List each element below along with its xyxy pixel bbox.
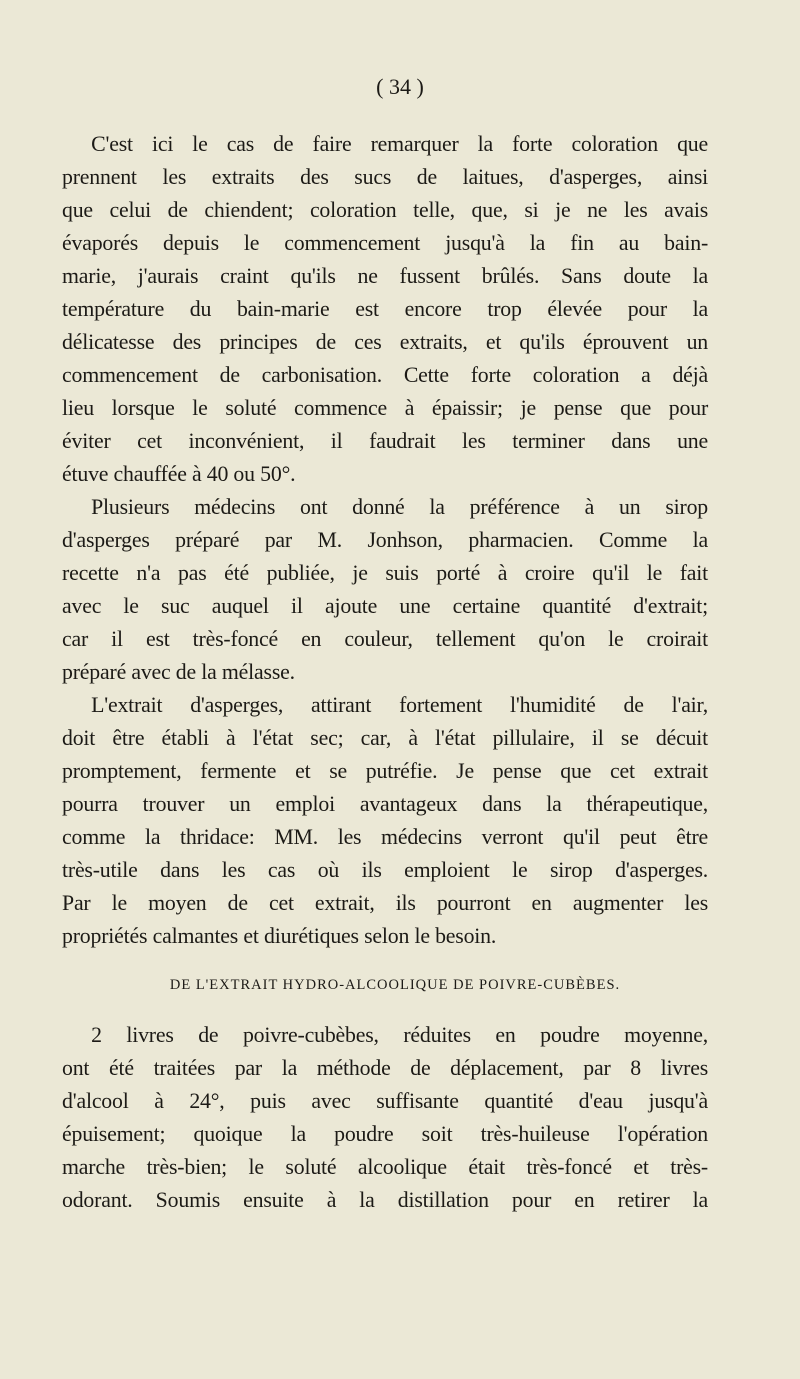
text-line: propriétés calmantes et diurétiques selon le besoin. — [62, 923, 497, 948]
text-line: Par le moyen de cet extrait, ils pourront en augmenter les — [62, 890, 709, 915]
text-line: que celui de chiendent; coloration telle, que, si je ne les avais — [62, 197, 709, 222]
text-line: recette n'a pas été publiée, je suis porté à croire qu'il le fait — [62, 560, 709, 585]
text-line: lieu lorsque le soluté commence à épaissir; je pense que pour — [62, 395, 709, 420]
text-line: doit être établi à l'état sec; car, à l'état pillulaire, il se décuit — [62, 725, 709, 750]
text-line: étuve chauffée à 40 ou 50°. — [62, 461, 296, 486]
text-line: d'alcool à 24°, puis avec suffisante quantité d'eau jusqu'à — [62, 1088, 709, 1113]
text-line: avec le suc auquel il ajoute une certaine quantité d'extrait; — [62, 593, 709, 618]
text-line: car il est très-foncé en couleur, tellement qu'on le croirait — [62, 626, 709, 651]
text-line: commencement de carbonisation. Cette forte coloration a déjà — [62, 362, 709, 387]
text-line: marie, j'aurais craint qu'ils ne fussent brûlés. Sans doute la — [62, 263, 709, 288]
text-line: éviter cet inconvénient, il faudrait les terminer dans une — [62, 428, 709, 453]
text-line: épuisement; quoique la poudre soit très-huileuse l'opération — [62, 1121, 709, 1146]
text-line: odorant. Soumis ensuite à la distillation pour en retirer la — [62, 1187, 709, 1212]
text-line: C'est ici le cas de faire remarquer la forte coloration que — [91, 131, 709, 156]
text-line: marche très-bien; le soluté alcoolique était très-foncé et très- — [62, 1154, 709, 1179]
text-line: évaporés depuis le commencement jusqu'à la fin au bain- — [62, 230, 709, 255]
text-line: L'extrait d'asperges, attirant fortement l'humidité de l'air, — [91, 692, 709, 717]
text-line: délicatesse des principes de ces extraits, et qu'ils éprouvent un — [62, 329, 709, 354]
text-line: température du bain-marie est encore trop élevée pour la — [62, 296, 709, 321]
text-line: pourra trouver un emploi avantageux dans la thérapeutique, — [62, 791, 709, 816]
text-line: Plusieurs médecins ont donné la préférence à un sirop — [91, 494, 709, 519]
section-heading: DE L'EXTRAIT HYDRO-ALCOOLIQUE DE POIVRE-CUBÈBES. — [169, 977, 621, 993]
text-line: préparé avec de la mélasse. — [62, 659, 295, 684]
text-line: prennent les extraits des sucs de laitues, d'asperges, ainsi — [62, 164, 709, 189]
text-line: très-utile dans les cas où ils emploient le sirop d'asperges. — [62, 857, 709, 882]
text-line: d'asperges préparé par M. Jonhson, pharmacien. Comme la — [62, 527, 709, 552]
text-line: 2 livres de poivre-cubèbes, réduites en poudre moyenne, — [91, 1022, 709, 1047]
text-line: ont été traitées par la méthode de déplacement, par 8 livres — [62, 1055, 709, 1080]
text-line: comme la thridace: MM. les médecins verront qu'il peut être — [62, 824, 709, 849]
page-number: ( 34 ) — [376, 74, 424, 99]
page-body — [62, 127, 728, 1216]
text-line: promptement, fermente et se putréfie. Je pense que cet extrait — [62, 758, 709, 783]
